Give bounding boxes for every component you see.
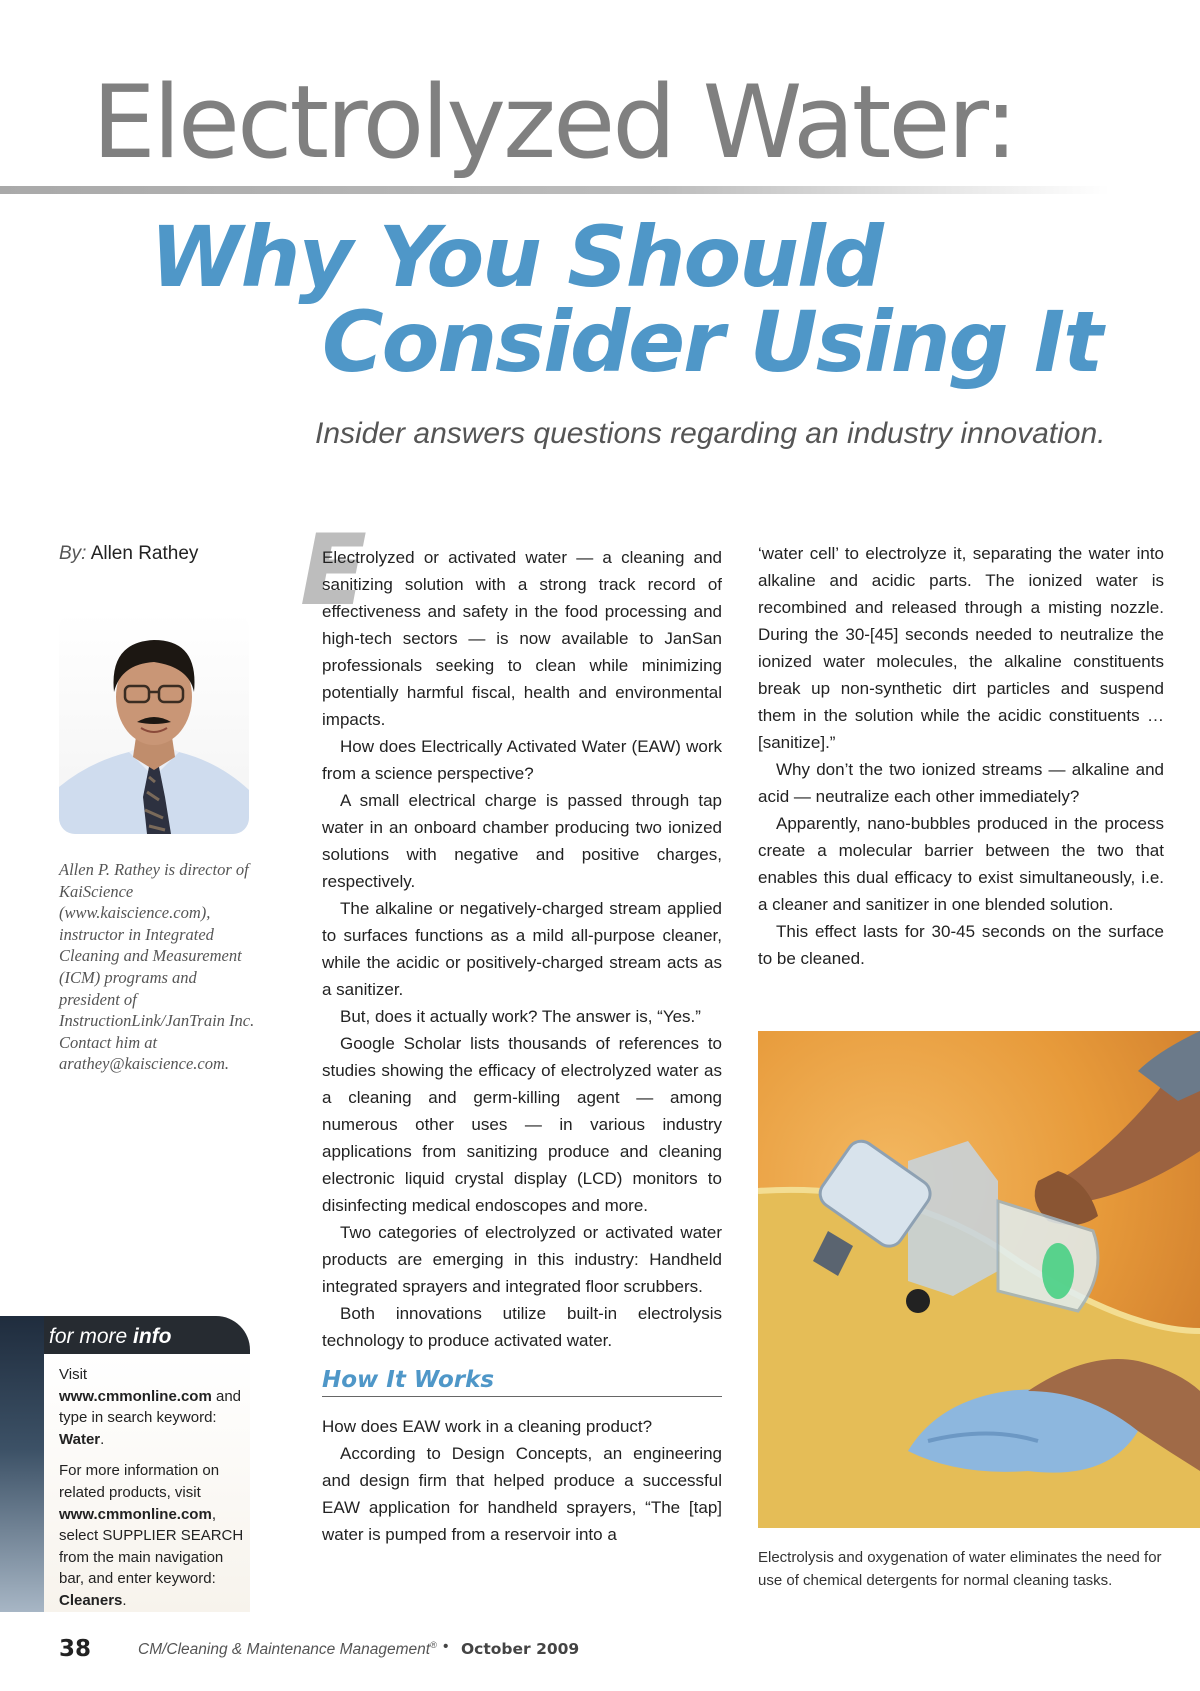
article-deck: Insider answers questions regarding an industry innovation. (315, 417, 1106, 450)
info-link-url[interactable]: www.cmmonline.com (59, 1387, 212, 1405)
info-text: . (122, 1591, 127, 1609)
body-paragraph: How does EAW work in a cleaning product? (322, 1417, 653, 1436)
body-paragraph: A small electrical charge is passed through tap water in an onboard chamber producing two ionized solutions with negative and positive charges, respectively. (322, 791, 722, 891)
info-text: and type in search keyword: (59, 1387, 242, 1427)
subtitle-line-1: Why You Should (150, 208, 882, 306)
title-divider (0, 186, 1110, 194)
body-paragraph: According to Design Concepts, an engineering and design firm that helped produce a successful EAW application for handheld sprayers, “The [tap] water is pumped from a reservoir into a (322, 1444, 722, 1544)
article-column-middle (322, 544, 722, 1548)
author-portrait-illustration (59, 612, 249, 834)
body-paragraph: But, does it actually work? The answer is, “Yes.” (340, 1007, 701, 1026)
body-paragraph: Electrolyzed or activated water — a cleaning and sanitizing solution with a strong track record of effectiveness and safety in the food processing and high-tech sectors — is now available to JanSan professionals seeking to clean while minimizing potentially harmful fiscal, health and environmental impacts. (322, 548, 722, 729)
info-text: For more information on related products, visit (59, 1462, 220, 1501)
for-more-info-box (0, 1316, 250, 1612)
info-text: Visit (59, 1366, 88, 1383)
page-number: 38 (59, 1636, 92, 1662)
article-title: Electrolyzed Water: (92, 63, 1016, 181)
byline (59, 543, 198, 565)
info-heading-bold: info (133, 1325, 172, 1348)
footer-separator: • (443, 1638, 449, 1655)
publication-name (138, 1640, 437, 1659)
info-keyword-cleaners: Cleaners (59, 1591, 123, 1609)
body-paragraph: Google Scholar lists thousands of references to studies showing the efficacy of electrolyzed water as a cleaning and germ-killing agent — among numerous other uses — in various industry applications from sanitizing produce and cleaning electronic liquid crystal display (LCD) monitors to disinfecting medical endoscopes and more. (322, 1034, 722, 1215)
info-heading-light: for more (49, 1325, 134, 1348)
registered-mark: ® (430, 1640, 437, 1650)
info-keyword-water: Water (59, 1430, 101, 1448)
body-paragraph: ‘water cell’ to electrolyze it, separating the water into alkaline and acidic parts. The ionized water is recombined and released through a misting nozzle. During the 30-[45] seconds needed to neutralize the ionized water molecules, the alkaline constituents break up non-synthetic dirt particles and suspend them in the solution while the acidic constituents … [sanitize].” (758, 544, 1164, 752)
body-paragraph: This effect lasts for 30-45 seconds on the surface to be cleaned. (758, 922, 1164, 968)
sprayer-photo-illustration (758, 1031, 1200, 1528)
body-paragraph: Two categories of electrolyzed or activated water products are emerging in this industry: Handheld integrated sprayers and integrated floor scrubbers. (322, 1223, 722, 1296)
info-paragraph-search (59, 1364, 244, 1450)
photo-caption: Electrolysis and oxygenation of water eliminates the need for use of chemical detergents for normal cleaning tasks. (758, 1549, 1162, 1589)
info-link-url[interactable]: www.cmmonline.com (59, 1505, 212, 1523)
author-bio: Allen P. Rathey is director of KaiScience (www.kaiscience.com), instructor in Integrated Cleaning and Measurement (ICM) programs and president of InstructionLink/JanTrain Inc. Contact him at arathey@kaiscience.com. (59, 860, 255, 1074)
sprayer-cleaning-photo (758, 1031, 1200, 1528)
article-column-right (758, 540, 1164, 972)
author-portrait (59, 612, 249, 834)
info-box-side-bar (0, 1316, 44, 1612)
body-paragraph: The alkaline or negatively-charged stream applied to surfaces functions as a mild all-purpose cleaner, while the acidic or positively-charged stream acts as a sanitizer. (322, 899, 722, 999)
body-paragraph: Apparently, nano-bubbles produced in the process create a molecular barrier between the two that enables this dual efficacy to exist simultaneously, i.e. a cleaner and sanitizer in one blended solution. (758, 814, 1164, 914)
publication-title: CM/Cleaning & Maintenance Management (138, 1641, 431, 1659)
body-paragraph: Both innovations utilize built-in electrolysis technology to produce activated water. (322, 1304, 722, 1350)
info-box-body (44, 1354, 250, 1612)
subtitle-line-2: Consider Using It (322, 293, 1102, 391)
info-text: , select SUPPLIER SEARCH from the main navigation bar, and enter keyword: (59, 1505, 244, 1588)
section-heading-how-it-works: How It Works (322, 1366, 722, 1397)
info-paragraph-supplier (59, 1460, 244, 1611)
drop-cap: E (300, 514, 367, 628)
byline-label: By: (59, 543, 87, 564)
body-paragraph: How does Electrically Activated Water (EAW) work from a science perspective? (322, 737, 722, 783)
byline-author: Allen Rathey (90, 543, 199, 564)
info-box-heading (44, 1316, 250, 1354)
issue-date: October 2009 (461, 1640, 580, 1658)
body-paragraph: Why don’t the two ionized streams — alkaline and acid — neutralize each other immediately? (758, 760, 1164, 806)
info-text: . (100, 1430, 105, 1448)
